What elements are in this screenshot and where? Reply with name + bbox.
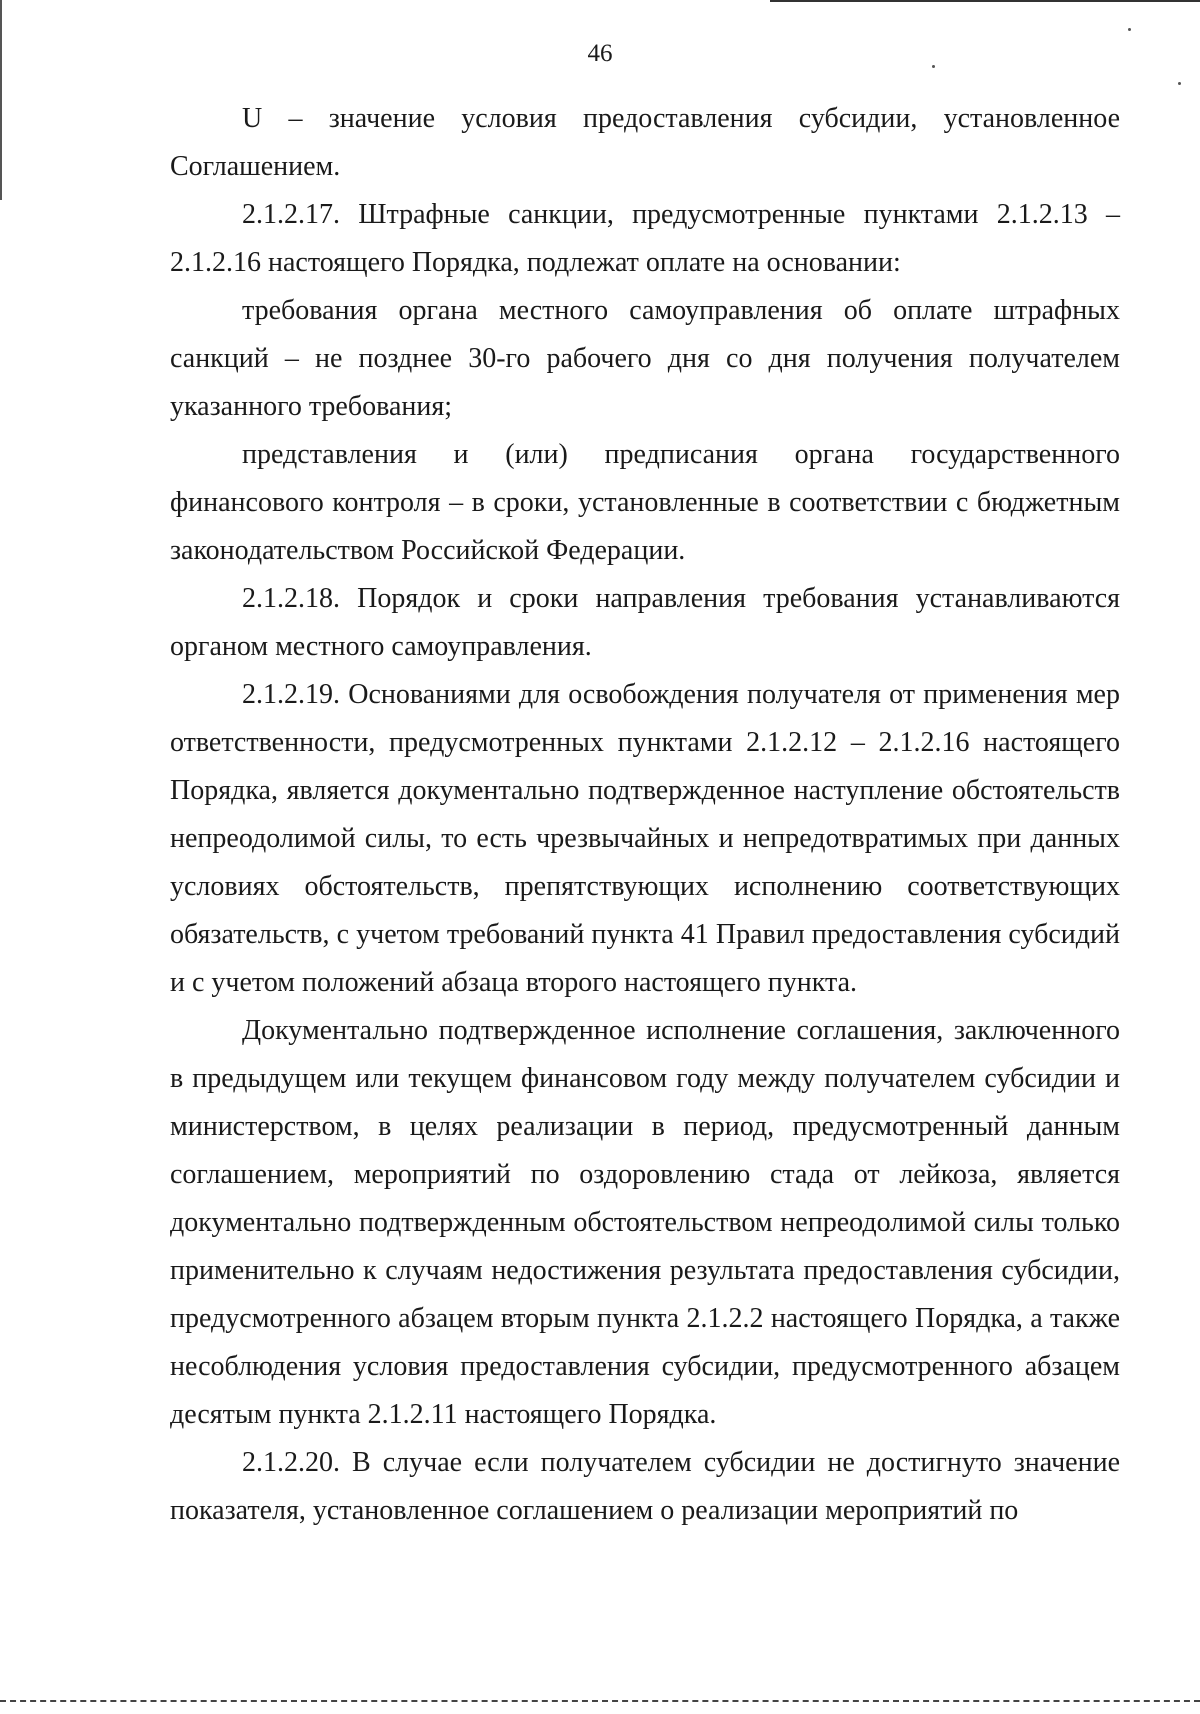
- paragraph: U – значение условия предоставления субсидии, установленное Соглашением.: [170, 103, 1120, 182]
- scan-edge-left: [0, 0, 2, 200]
- paragraph: представления и (или) предписания органа государственного финансового контроля – в сроки, установленные в соответствии с бюджетным законодательством Российской Федерации.: [170, 439, 1120, 566]
- paragraph: 2.1.2.18. Порядок и сроки направления требования устанавливаются органом местного самоуправления.: [170, 583, 1120, 662]
- page-number: 46: [587, 40, 613, 67]
- scan-speck: [1128, 28, 1131, 31]
- scan-edge-top: [770, 0, 1200, 2]
- scan-speck: [1178, 82, 1181, 85]
- paragraph: 2.1.2.17. Штрафные санкции, предусмотренные пунктами 2.1.2.13 – 2.1.2.16 настоящего Порядка, подлежат оплате на основании:: [170, 199, 1120, 278]
- paragraph: 2.1.2.19. Основаниями для освобождения получателя от применения мер ответственности, предусмотренных пунктами 2.1.2.12 – 2.1.2.16 настоящего Порядка, является документально подтвержденное наступление обстоятельств непреодолимой силы, то есть чрезвычайных и непредотвратимых при данных условиях обстоятельств, препятствующих исполнению соответствующих обязательств, с учетом требований пункта 41 Правил предоставления субсидий и с учетом положений абзаца второго настоящего пункта.: [170, 679, 1120, 998]
- body-text: [170, 95, 1120, 1535]
- paragraph: Документально подтвержденное исполнение соглашения, заключенного в предыдущем или текущем финансовом году между получателем субсидии и министерством, в целях реализации в период, предусмотренный данным соглашением, мероприятий по оздоровлению стада от лейкоза, является документально подтвержденным обстоятельством непреодолимой силы только применительно к случаям недостижения результата предоставления субсидии, предусмотренного абзацем вторым пункта 2.1.2.2 настоящего Порядка, а также несоблюдения условия предоставления субсидии, предусмотренного абзацем десятым пункта 2.1.2.11 настоящего Порядка.: [170, 1015, 1120, 1430]
- paragraph: 2.1.2.20. В случае если получателем субсидии не достигнуто значение показателя, установленное соглашением о реализации мероприятий по: [170, 1447, 1120, 1526]
- scan-edge-bottom: [0, 1700, 1200, 1702]
- paragraph: требования органа местного самоуправления об оплате штрафных санкций – не позднее 30-го рабочего дня со дня получения получателем указанного требования;: [170, 295, 1120, 422]
